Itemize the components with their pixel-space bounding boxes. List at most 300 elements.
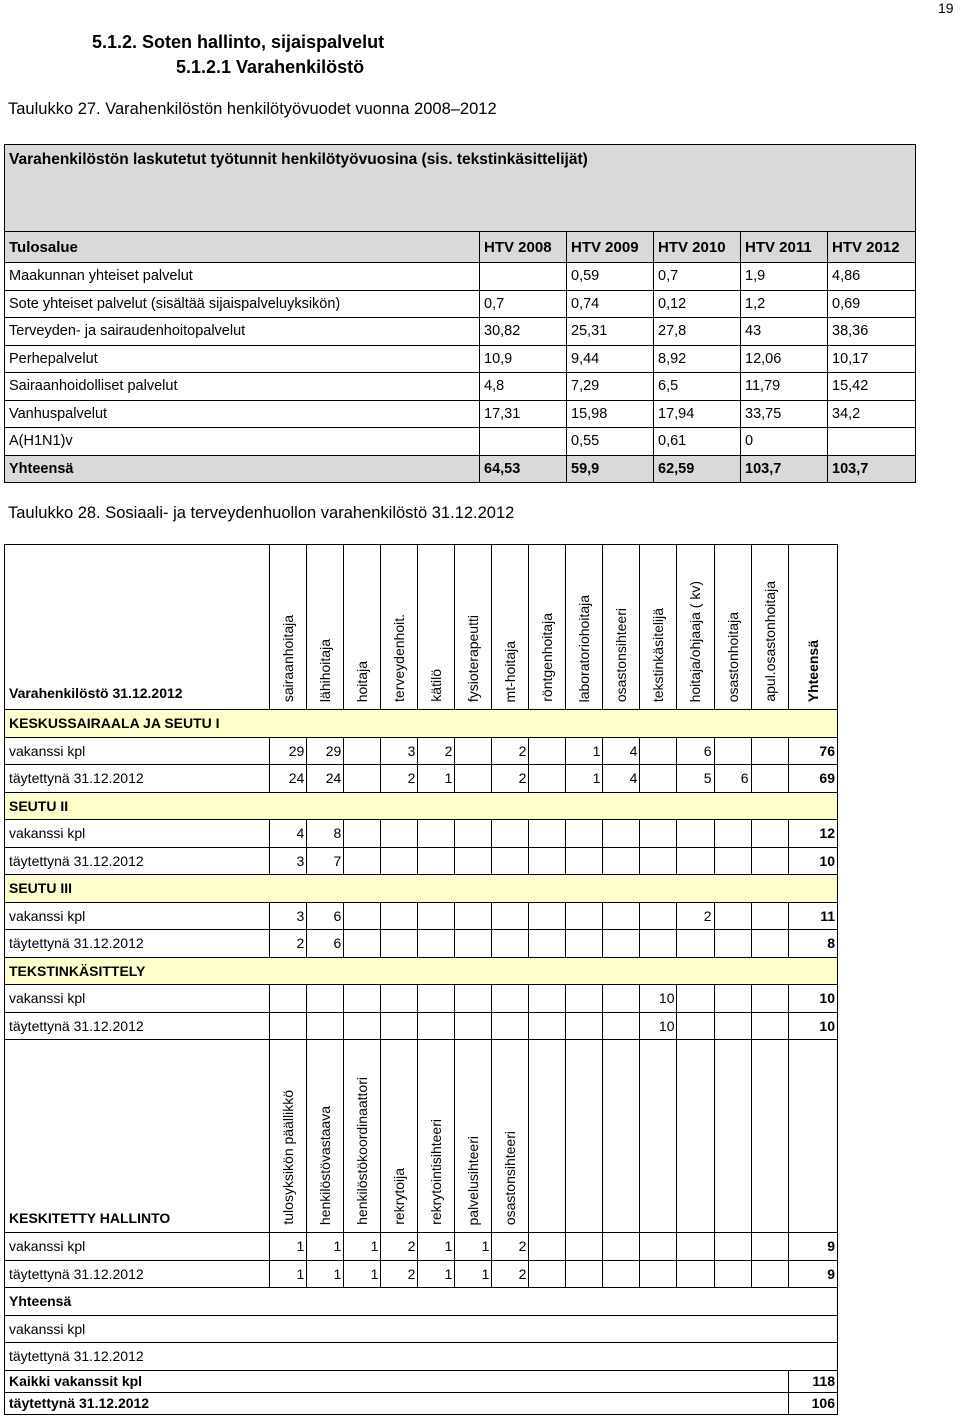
table28-cell <box>344 737 381 765</box>
table27-cell: Sote yhteiset palvelut (sisältää sijaispalveluyksikön) <box>5 290 480 318</box>
table28-cell <box>751 1012 788 1040</box>
table28-cell: 1 <box>418 765 455 793</box>
table28-cell: 6 <box>307 902 344 930</box>
table28-admin-column-label: palvelusihteeri <box>465 1135 482 1225</box>
table28-header-row <box>5 545 838 710</box>
table28-cell <box>455 765 492 793</box>
table28-cell <box>344 902 381 930</box>
table28-cell <box>381 1012 418 1040</box>
table28-cell <box>714 985 751 1013</box>
table28-column-label: röntgenhoitaja <box>539 613 556 702</box>
table28-cell <box>492 1012 529 1040</box>
table27-cell: 0,55 <box>567 428 654 456</box>
table28-cell <box>566 820 603 848</box>
table28-row-label: vakanssi kpl <box>5 737 270 765</box>
table28-row <box>5 1260 838 1288</box>
table28-cell <box>714 902 751 930</box>
table28-section-row <box>5 710 838 738</box>
table28-cell <box>344 847 381 875</box>
table28-row-label: vakanssi kpl <box>5 1233 270 1261</box>
table28-cell <box>714 847 751 875</box>
table28-cell <box>566 930 603 958</box>
table28-cell <box>344 985 381 1013</box>
table28-cell <box>714 930 751 958</box>
table28 <box>4 544 838 1415</box>
table28-row <box>5 1012 838 1040</box>
table28-column-label: kätilö <box>428 669 445 702</box>
table28-cell <box>418 820 455 848</box>
table28-cell <box>640 902 677 930</box>
table28-cell <box>640 737 677 765</box>
table28-cell: 1 <box>344 1233 381 1261</box>
table27-cell: 25,31 <box>567 318 654 346</box>
table27-header-row <box>5 232 916 263</box>
table28-cell <box>529 902 566 930</box>
table28-cell: 2 <box>677 902 714 930</box>
table28-cell: 3 <box>270 847 307 875</box>
table28-column-header <box>640 1040 677 1233</box>
table27-row <box>5 290 916 318</box>
table28-cell <box>640 930 677 958</box>
table28-cell: 1 <box>418 1260 455 1288</box>
table28-section-row <box>5 957 838 985</box>
table28-column-header <box>307 545 344 710</box>
table28-cell <box>455 930 492 958</box>
table28-cell: 6 <box>307 930 344 958</box>
table28-cell <box>455 737 492 765</box>
table28-column-header <box>270 1040 307 1233</box>
table27-cell: 33,75 <box>741 400 828 428</box>
table28-column-label: apul.osastonhoitaja <box>761 581 778 702</box>
table27-cell: Maakunnan yhteiset palvelut <box>5 263 480 291</box>
table28-cell <box>307 1012 344 1040</box>
table28-cell <box>603 1012 640 1040</box>
table28-cell <box>751 930 788 958</box>
table28-cell <box>529 765 566 793</box>
table28-cell: 1 <box>566 737 603 765</box>
table28-cell: 4 <box>270 820 307 848</box>
table27-cell: 62,59 <box>654 455 741 483</box>
table28-column-label: Yhteensä <box>804 639 821 702</box>
table28-cell: 7 <box>307 847 344 875</box>
table27-title: Varahenkilöstön laskutetut työtunnit henkilötyövuosina (sis. tekstinkäsittelijät) <box>5 145 916 232</box>
table28-cell <box>492 902 529 930</box>
table27-cell: 7,29 <box>567 373 654 401</box>
subsection-heading: 5.1.2.1 Varahenkilöstö <box>176 57 365 77</box>
table27-cell: 4,8 <box>480 373 567 401</box>
table28-cell: 1 <box>455 1260 492 1288</box>
table28-cell <box>640 847 677 875</box>
table27-cell: 0,59 <box>567 263 654 291</box>
table28-cell <box>714 1260 751 1288</box>
table28-cell: 8 <box>788 930 837 958</box>
table28-cell <box>529 847 566 875</box>
table28-column-header <box>455 545 492 710</box>
table28-row <box>5 930 838 958</box>
table27-header: Tulosalue <box>5 232 480 263</box>
table28-cell <box>677 847 714 875</box>
table28-column-header <box>788 545 837 710</box>
table28-cell <box>677 930 714 958</box>
table28-cell: 3 <box>270 902 307 930</box>
table28-cell: 29 <box>270 737 307 765</box>
table28-column-header <box>640 545 677 710</box>
table28-cell <box>492 985 529 1013</box>
table28-sum-title: Yhteensä <box>5 1288 838 1316</box>
table27-cell: Terveyden- ja sairaudenhoitopalvelut <box>5 318 480 346</box>
table28-cell <box>566 1012 603 1040</box>
table28-cell <box>751 1233 788 1261</box>
table28-cell <box>751 902 788 930</box>
table28-cell: 24 <box>307 765 344 793</box>
table28-cell: 2 <box>381 1260 418 1288</box>
table28-column-label: laboratoriohoitaja <box>576 594 593 702</box>
table27-cell: 30,82 <box>480 318 567 346</box>
table28-cell <box>418 985 455 1013</box>
table28-cell <box>270 1012 307 1040</box>
table27-header: HTV 2008 <box>480 232 567 263</box>
table28-row <box>5 1315 838 1343</box>
table28-sum-title-row <box>5 1288 838 1316</box>
table27-cell: 17,31 <box>480 400 567 428</box>
table28-cell <box>677 820 714 848</box>
table28-cell <box>603 985 640 1013</box>
table28-cell: 6 <box>677 737 714 765</box>
table28-cell: 10 <box>640 985 677 1013</box>
table28-cell <box>603 930 640 958</box>
table27-header: HTV 2010 <box>654 232 741 263</box>
table28-column-label: lähihoitaja <box>317 638 334 702</box>
table28-column-header <box>603 1040 640 1233</box>
table28-column-header <box>714 545 751 710</box>
table27-cell: 6,5 <box>654 373 741 401</box>
table28-admin-column-label: rekrytoija <box>391 1168 408 1225</box>
table28-cell: 2 <box>492 1260 529 1288</box>
table27-cell: 9,44 <box>567 345 654 373</box>
table28-cell <box>381 985 418 1013</box>
table27-caption: Taulukko 27. Varahenkilöstön henkilötyövuodet vuonna 2008–2012 <box>8 100 497 118</box>
table28-row <box>5 820 838 848</box>
table28-column-label: mt-hoitaja <box>502 640 519 702</box>
table28-column-header <box>492 545 529 710</box>
table27-cell: 0,61 <box>654 428 741 456</box>
table28-cell <box>566 1233 603 1261</box>
table28-cell <box>529 930 566 958</box>
table28-row-label: täytettynä 31.12.2012 <box>5 1260 270 1288</box>
table28-admin-column-label: henkilöstövastaava <box>317 1105 334 1225</box>
table28-cell: 2 <box>492 765 529 793</box>
table28-cell: 2 <box>270 930 307 958</box>
table28-cell <box>677 985 714 1013</box>
table27-cell: 12,06 <box>741 345 828 373</box>
table28-column-header <box>529 1040 566 1233</box>
table27-cell <box>480 263 567 291</box>
table28-column-header <box>751 1040 788 1233</box>
table28-cell <box>344 765 381 793</box>
table28-grand-row <box>5 1370 838 1392</box>
table27-cell: 10,9 <box>480 345 567 373</box>
table28-cell <box>307 985 344 1013</box>
table28-cell <box>603 820 640 848</box>
table28-cell: 29 <box>307 737 344 765</box>
table28-cell <box>640 820 677 848</box>
table27-cell: 59,9 <box>567 455 654 483</box>
table28-corner-label: Varahenkilöstö 31.12.2012 <box>5 545 270 710</box>
table28-cell: 9 <box>788 1260 837 1288</box>
table28-grand-label: täytettynä 31.12.2012 <box>5 1392 789 1414</box>
table27-header: HTV 2012 <box>828 232 916 263</box>
table28-column-header <box>751 545 788 710</box>
table28-cell: 5 <box>677 765 714 793</box>
table28-cell: 1 <box>270 1260 307 1288</box>
table27-cell: 0,74 <box>567 290 654 318</box>
table28-cell <box>566 902 603 930</box>
table28-row-label: täytettynä 31.12.2012 <box>5 847 270 875</box>
table28-cell <box>529 737 566 765</box>
table27-cell: 103,7 <box>741 455 828 483</box>
table28-section-title: TEKSTINKÄSITTELY <box>5 957 838 985</box>
table27-cell: 15,98 <box>567 400 654 428</box>
table27-row <box>5 373 916 401</box>
table28-cell <box>714 737 751 765</box>
table28-column-label: tekstinkäsitelijä <box>650 607 667 702</box>
table28-column-header <box>529 545 566 710</box>
table28-column-header <box>455 1040 492 1233</box>
table28-column-label: sairaanhoitaja <box>280 614 297 702</box>
table28-cell <box>566 985 603 1013</box>
table28-grand-value: 118 <box>788 1370 837 1392</box>
table27-cell: Sairaanhoidolliset palvelut <box>5 373 480 401</box>
table28-section-title: SEUTU II <box>5 792 838 820</box>
table28-admin-column-label: rekrytointisihteeri <box>428 1119 445 1225</box>
table28-grand-value: 106 <box>788 1392 837 1414</box>
table28-cell: 1 <box>307 1260 344 1288</box>
table28-cell: 10 <box>788 847 837 875</box>
table28-column-label: terveydenhoit. <box>391 614 408 702</box>
table27-row <box>5 318 916 346</box>
table28-cell: 24 <box>270 765 307 793</box>
table28-row <box>5 847 838 875</box>
table28-column-label: osastonsihteeri <box>613 607 630 702</box>
table28-cell: 2 <box>492 737 529 765</box>
table28-cell <box>603 1260 640 1288</box>
table27-cell: A(H1N1)v <box>5 428 480 456</box>
table28-column-header <box>270 545 307 710</box>
table28-cell <box>677 1260 714 1288</box>
table28-cell <box>751 985 788 1013</box>
table28-column-header <box>307 1040 344 1233</box>
table27-cell: Vanhuspalvelut <box>5 400 480 428</box>
table28-cell <box>751 820 788 848</box>
table28-column-header <box>344 545 381 710</box>
table28-column-header <box>492 1040 529 1233</box>
table28-cell <box>344 820 381 848</box>
table27-cell: 0,12 <box>654 290 741 318</box>
table27-cell: 17,94 <box>654 400 741 428</box>
table28-cell <box>455 1012 492 1040</box>
table28-row-label: täytettynä 31.12.2012 <box>5 1343 838 1371</box>
table28-cell: 8 <box>307 820 344 848</box>
table28-cell: 1 <box>270 1233 307 1261</box>
table28-cell <box>751 737 788 765</box>
table27-cell: 15,42 <box>828 373 916 401</box>
table28-admin-column-label: tulosyksikön päällikkö <box>280 1090 297 1225</box>
table28-column-header <box>381 1040 418 1233</box>
table28-cell <box>418 930 455 958</box>
table28-row <box>5 1343 838 1371</box>
table27-cell: 0 <box>741 428 828 456</box>
table28-cell <box>529 1012 566 1040</box>
table28-column-label: hoitaja <box>354 660 371 702</box>
table28-cell <box>603 902 640 930</box>
table28-row <box>5 737 838 765</box>
table27-header: HTV 2009 <box>567 232 654 263</box>
table27-cell: 1,2 <box>741 290 828 318</box>
table27-cell: 0,7 <box>654 263 741 291</box>
table28-cell: 3 <box>381 737 418 765</box>
table27 <box>4 144 916 483</box>
table28-cell <box>381 820 418 848</box>
table27-cell: 64,53 <box>480 455 567 483</box>
table28-cell: 4 <box>603 737 640 765</box>
table27-cell: 1,9 <box>741 263 828 291</box>
table28-row <box>5 985 838 1013</box>
table28-cell: 10 <box>788 985 837 1013</box>
table27-cell: 38,36 <box>828 318 916 346</box>
table27-cell: 11,79 <box>741 373 828 401</box>
table27-row <box>5 263 916 291</box>
table28-cell <box>492 930 529 958</box>
table28-cell <box>455 847 492 875</box>
table28-column-header <box>418 1040 455 1233</box>
table28-cell <box>529 1260 566 1288</box>
table28-column-header <box>566 1040 603 1233</box>
section-heading: 5.1.2. Soten hallinto, sijaispalvelut <box>92 32 385 52</box>
table28-cell <box>344 930 381 958</box>
table27-row <box>5 400 916 428</box>
table28-column-header <box>677 545 714 710</box>
table28-cell <box>714 820 751 848</box>
table28-cell <box>529 820 566 848</box>
table28-cell <box>492 847 529 875</box>
table27-cell <box>828 428 916 456</box>
table28-caption: Taulukko 28. Sosiaali- ja terveydenhuollon varahenkilöstö 31.12.2012 <box>8 504 515 522</box>
table28-column-label: osastonhoitaja <box>724 611 741 702</box>
table28-cell <box>270 985 307 1013</box>
table28-cell: 1 <box>455 1233 492 1261</box>
table28-section-title: KESKUSSAIRAALA JA SEUTU I <box>5 710 838 738</box>
table28-row <box>5 765 838 793</box>
table27-cell: Yhteensä <box>5 455 480 483</box>
table28-cell <box>751 1260 788 1288</box>
table27-cell: 34,2 <box>828 400 916 428</box>
table28-admin-column-label: osastonsihteeri <box>502 1130 519 1225</box>
table27-cell: 43 <box>741 318 828 346</box>
table28-cell <box>455 985 492 1013</box>
table28-section-title: SEUTU III <box>5 875 838 903</box>
table28-cell: 9 <box>788 1233 837 1261</box>
table28-cell: 1 <box>344 1260 381 1288</box>
table27-total-row <box>5 455 916 483</box>
table28-row-label: täytettynä 31.12.2012 <box>5 765 270 793</box>
table28-cell <box>640 765 677 793</box>
page-number: 19 <box>938 0 954 16</box>
table28-cell: 2 <box>381 1233 418 1261</box>
table28-cell: 6 <box>714 765 751 793</box>
table28-cell <box>603 847 640 875</box>
table28-grand-row <box>5 1392 838 1414</box>
table27-cell: 27,8 <box>654 318 741 346</box>
table28-column-header <box>418 545 455 710</box>
table28-cell <box>492 820 529 848</box>
table28-column-label: fysioterapeutti <box>465 614 482 702</box>
table28-cell: 76 <box>788 737 837 765</box>
table28-column-header <box>677 1040 714 1233</box>
table28-cell: 11 <box>788 902 837 930</box>
table28-cell <box>677 1012 714 1040</box>
table28-section-row <box>5 875 838 903</box>
table28-cell <box>455 902 492 930</box>
table28-cell: 1 <box>566 765 603 793</box>
table28-row <box>5 1233 838 1261</box>
table27-cell <box>480 428 567 456</box>
table28-cell <box>751 765 788 793</box>
table28-cell <box>566 1260 603 1288</box>
table28-column-header <box>344 1040 381 1233</box>
table28-cell <box>714 1012 751 1040</box>
table28-admin-label: KESKITETTY HALLINTO <box>5 1040 270 1233</box>
table28-column-header <box>788 1040 837 1233</box>
table28-cell: 1 <box>418 1233 455 1261</box>
table27-cell: Perhepalvelut <box>5 345 480 373</box>
table28-column-header <box>566 545 603 710</box>
table28-cell <box>418 902 455 930</box>
table28-cell: 1 <box>307 1233 344 1261</box>
table28-cell <box>381 902 418 930</box>
table28-section-row <box>5 792 838 820</box>
table28-cell <box>640 1260 677 1288</box>
table28-cell <box>344 1012 381 1040</box>
table28-cell <box>381 847 418 875</box>
table28-column-header <box>714 1040 751 1233</box>
table28-column-label: hoitaja/ohjaaja ( kv) <box>687 580 704 702</box>
table28-row-label: vakanssi kpl <box>5 985 270 1013</box>
table27-row <box>5 428 916 456</box>
table28-cell <box>566 847 603 875</box>
table28-cell: 10 <box>640 1012 677 1040</box>
table28-row-label: täytettynä 31.12.2012 <box>5 1012 270 1040</box>
table28-cell <box>751 847 788 875</box>
table28-cell: 69 <box>788 765 837 793</box>
table28-column-header <box>381 545 418 710</box>
table28-row <box>5 902 838 930</box>
table28-cell <box>381 930 418 958</box>
table28-admin-column-label: henkilöstökoordinaattori <box>354 1077 371 1225</box>
table28-cell: 4 <box>603 765 640 793</box>
table27-cell: 10,17 <box>828 345 916 373</box>
table27-row <box>5 345 916 373</box>
table28-cell: 2 <box>381 765 418 793</box>
table28-row-label: täytettynä 31.12.2012 <box>5 930 270 958</box>
table28-cell: 12 <box>788 820 837 848</box>
table28-cell <box>529 985 566 1013</box>
table28-row-label: vakanssi kpl <box>5 1315 838 1343</box>
table27-cell: 103,7 <box>828 455 916 483</box>
table27-cell: 0,7 <box>480 290 567 318</box>
table28-cell <box>529 1233 566 1261</box>
table28-cell <box>455 820 492 848</box>
table28-cell <box>714 1233 751 1261</box>
